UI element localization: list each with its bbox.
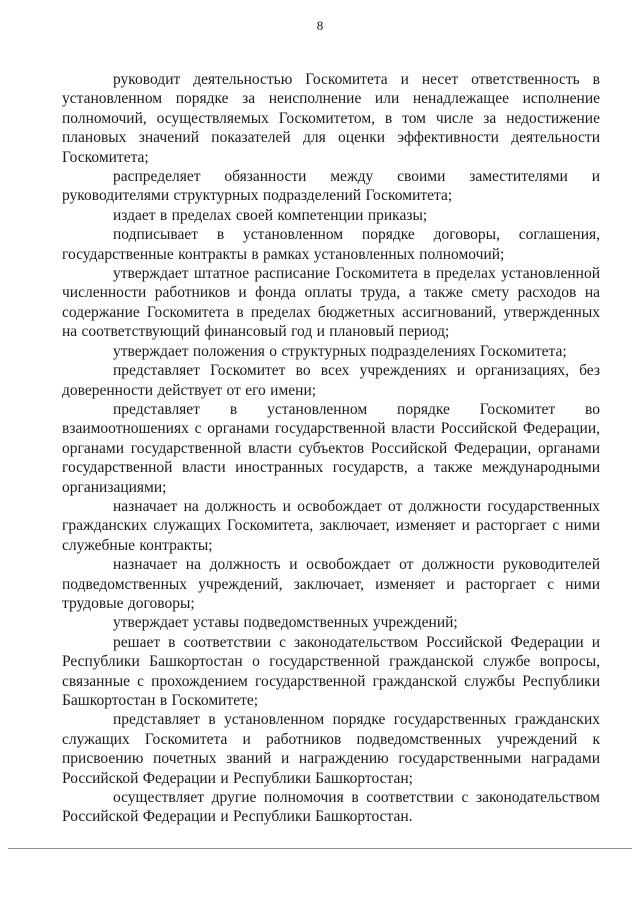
paragraph-6: утверждает положения о структурных подразделениях Госкомитета; xyxy=(113,342,567,360)
paragraph-11: утверждает уставы подведомственных учреждений; xyxy=(113,614,458,632)
paragraph-3: издает в пределах своей компетенции приказы; xyxy=(113,206,428,224)
paragraph-12: решает в соответствии с законодательством Российской Федерации и Республики Башкортостан о государственной гражданской службе вопросы, связанные с прохождением государственной гражданской службы Республики Башкортостан в Госкомитете; xyxy=(62,633,600,709)
paragraph-1: руководит деятельностью Госкомитета и несет ответственность в установленном порядке за неисполнение или ненадлежащее исполнение полномочий, осуществляемых Госкомитетом, в том числе за недостижение плановых значений показателей для оценки эффективности деятельности Госкомитета; xyxy=(62,71,600,166)
page-bottom-rule xyxy=(8,848,632,849)
paragraph-5: утверждает штатное расписание Госкомитета в пределах установленной численности работников и фонда оплаты труда, а также смету расходов на содержание Госкомитета в пределах бюджетных ассигнований, утвержденных на соответствующий финансовый год и плановый период; xyxy=(62,265,600,341)
paragraph-7: представляет Госкомитет во всех учреждениях и организациях, без доверенности действует от его имени; xyxy=(62,362,600,399)
paragraph-14: осуществляет другие полномочия в соответствии с законодательством Российской Федерации и Республики Башкортостан. xyxy=(62,789,600,826)
paragraph-4: подписывает в установленном порядке договоры, соглашения, государственные контракты в рамках установленных полномочий; xyxy=(62,226,600,263)
paragraph-9: назначает на должность и освобождает от должности государственных гражданских служащих Госкомитета, заключает, изменяет и расторгает с ними служебные контракты; xyxy=(62,497,600,554)
paragraph-2: распределяет обязанности между своими заместителями и руководителями структурных подразделений Госкомитета; xyxy=(62,168,600,205)
document-body xyxy=(62,70,600,827)
paragraph-10: назначает на должность и освобождает от должности руководителей подведомственных учреждений, заключает, изменяет и расторгает с ними трудовые договоры; xyxy=(62,556,600,612)
paragraph-8: представляет в установленном порядке Госкомитет во взаимоотношениях с органами государственной власти Российской Федерации, органами государственной власти субъектов Российской Федерации, органами государственной власти иностранных государств, а также международными организациями; xyxy=(62,400,600,496)
page-number: 8 xyxy=(316,18,324,33)
paragraph-13: представляет в установленном порядке государственных гражданских служащих Госкомитета и работников подведомственных учреждений к присвоению почетных званий и награждению государственными наградами Российской Федерации и Республики Башкортостан; xyxy=(62,711,600,787)
